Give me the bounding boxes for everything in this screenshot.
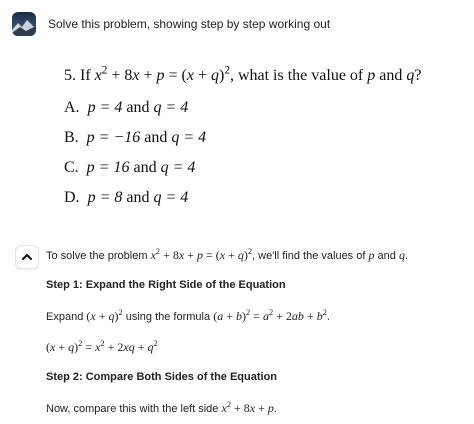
option-b xyxy=(64,128,464,148)
question-prefix: 5. If xyxy=(64,67,91,84)
problem-image xyxy=(64,66,464,218)
option-and: and xyxy=(144,129,168,146)
intro-equation: $x^2 + 8x + p = (x + q)^2$ xyxy=(150,247,253,262)
option-q-value: q = 4 xyxy=(171,129,207,146)
user-avatar xyxy=(12,12,36,36)
user-message-text: Solve this problem, showing step by step working out xyxy=(48,17,331,31)
option-letter: B. xyxy=(64,129,79,146)
option-q-value: q = 4 xyxy=(160,159,196,176)
intro-prefix: To solve the problem xyxy=(46,250,148,262)
intro-suffix: , we'll find the values of xyxy=(252,250,366,262)
option-q-value: q = 4 xyxy=(153,99,189,116)
user-message-row xyxy=(12,12,462,36)
option-a xyxy=(64,98,464,118)
intro-var-q: q xyxy=(398,248,405,262)
question-equation: $x^2 + 8x + p = (x + q)^2$ xyxy=(94,64,230,84)
step1-heading: Step 1: Expand the Right Side of the Equation xyxy=(46,279,286,291)
expand-expression: $(x + q)^2$ xyxy=(86,308,123,323)
question-and: and xyxy=(379,67,403,84)
option-letter: A. xyxy=(64,99,80,116)
option-p-value: p = 16 xyxy=(86,159,130,176)
var-q: q xyxy=(406,67,415,84)
intro-and: and xyxy=(377,250,396,262)
option-q-value: q = 4 xyxy=(153,189,189,206)
intro-var-p: p xyxy=(368,248,375,262)
problem-question xyxy=(64,66,464,86)
option-p-value: p = 8 xyxy=(87,189,123,206)
option-and: and xyxy=(126,189,150,206)
expanded-equation: $(x + q)^2 = x^2 + 2xq + q^2$ xyxy=(46,339,158,354)
step2-heading: Step 2: Compare Both Sides of the Equation xyxy=(46,371,278,383)
question-suffix: , what is the value of xyxy=(229,67,364,84)
collapse-button[interactable] xyxy=(16,246,38,268)
option-p-value: p = −16 xyxy=(86,129,141,146)
compare-text: Now, compare this with the left side xyxy=(46,403,219,415)
compare-line: Now, compare this with the left side $x^2 + 8x + p$. xyxy=(46,400,277,415)
option-c xyxy=(64,158,464,178)
option-p-value: p = 4 xyxy=(87,99,123,116)
expanded-result xyxy=(46,340,158,356)
option-d xyxy=(64,188,464,208)
formula: $(a + b)^2 = a^2 + 2ab + b^2$ xyxy=(213,308,327,323)
expand-middle: using the formula xyxy=(125,311,211,323)
response-intro: To solve the problem $x^2 + 8x + p = (x + q)^2$, we'll find the values of p and q. xyxy=(46,247,409,262)
question-mark: ? xyxy=(414,67,422,84)
option-and: and xyxy=(133,159,157,176)
left-side-expression: $x^2 + 8x + p$ xyxy=(221,400,274,415)
option-letter: C. xyxy=(64,159,79,176)
option-letter: D. xyxy=(64,189,80,206)
chevron-up-icon xyxy=(21,251,33,263)
expand-prefix: Expand xyxy=(46,311,84,323)
option-and: and xyxy=(126,99,150,116)
expand-line: Expand $(x + q)^2$ using the formula $(a + b)^2 = a^2 + 2ab + b^2$. xyxy=(46,308,330,323)
var-p: p xyxy=(367,67,376,84)
